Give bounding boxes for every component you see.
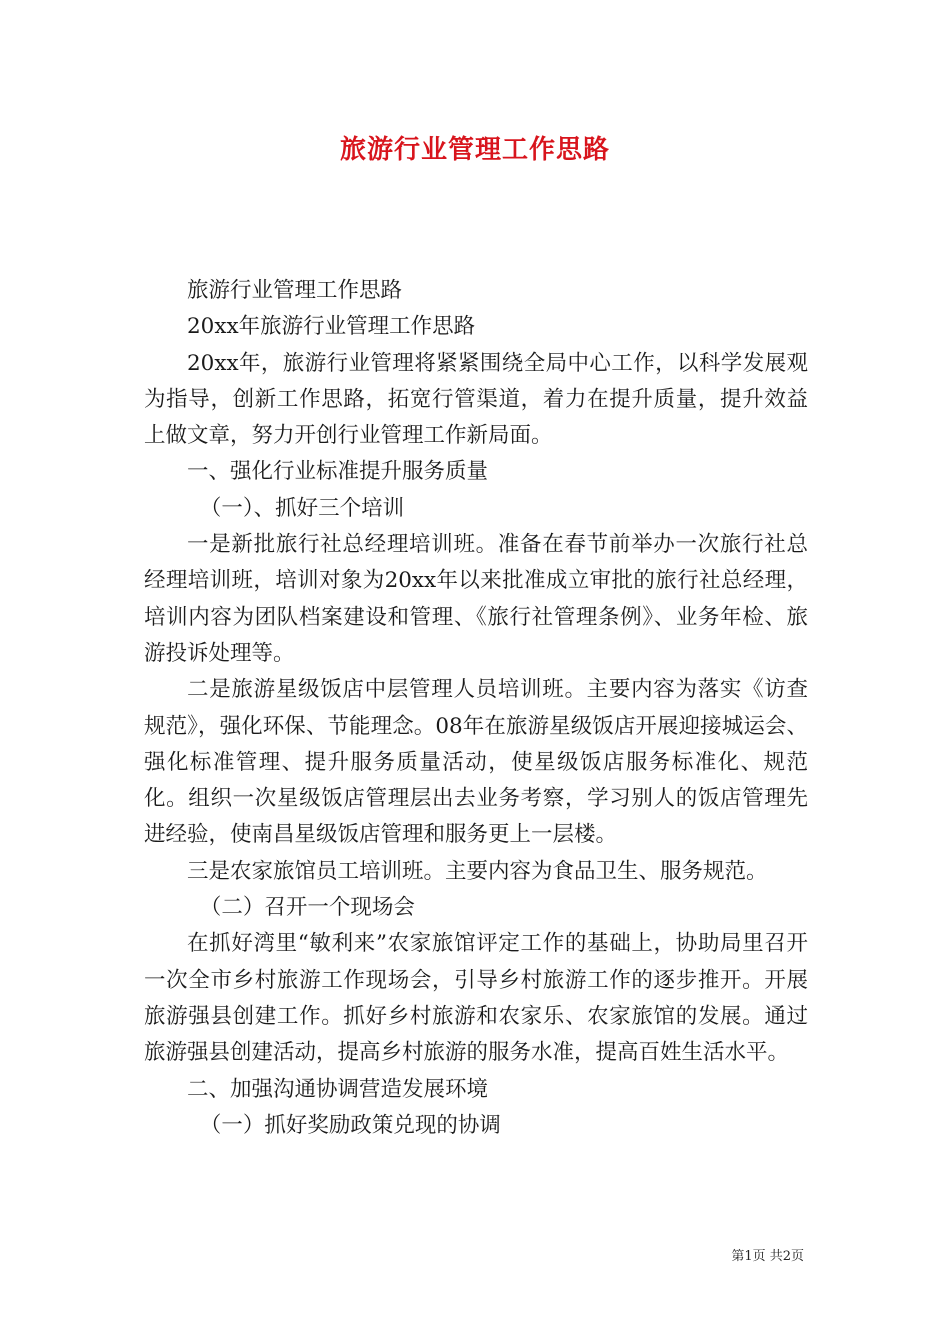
subsection-heading: （二）召开一个现场会 (199, 895, 415, 921)
paragraph: 在抓好湾里“敏利来”农家旅馆评定工作的基础上，协助局里召开一次全市乡村旅游工作现场会，引导乡村旅游工作的逐步推开。开展旅游强县创建工作。抓好乡村旅游和农家乐、农家旅馆的发展。通过旅游强县创建活动，提高乡村旅游的服务水准，提高百姓生活水平。 (144, 931, 808, 1066)
document-title: 旅游行业管理工作思路 (339, 135, 610, 165)
paragraph: 20xx年旅游行业管理工作思路 (187, 314, 476, 340)
paragraph: 20xx年，旅游行业管理将紧紧围绕全局中心工作，以科学发展观为指导，创新工作思路，拓宽行管渠道，着力在提升质量，提升效益上做文章，努力开创行业管理工作新局面。 (144, 350, 808, 449)
paragraph: 旅游行业管理工作思路 (187, 278, 403, 303)
paragraph: 二是旅游星级饭店中层管理人员培训班。主要内容为落实《访查规范》，强化环保、节能理念。08年在旅游星级饭店开展迎接城运会、强化标准管理、提升服务质量活动，使星级饭店服务标准化、规范化。组织一次星级饭店管理层出去业务考察，学习别人的饭店管理先进经验，使南昌星级饭店管理和服务更上一层楼。 (144, 677, 808, 848)
section-heading: 一、强化行业标准提升服务质量 (187, 459, 489, 485)
paragraph: 一是新批旅行社总经理培训班。准备在春节前举办一次旅行社总经理培训班，培训对象为20xx年以来批准成立审批的旅行社总经理，培训内容为团队档案建设和管理、《旅行社管理条例》、业务年检、旅游投诉处理等。 (144, 532, 808, 666)
section-heading: 二、加强沟通协调营造发展环境 (187, 1076, 489, 1102)
subsection-heading: （一）抓好奖励政策兑现的协调 (199, 1112, 501, 1138)
document-body (144, 273, 808, 1144)
paragraph: 三是农家旅馆员工培训班。主要内容为食品卫生、服务规范。 (187, 858, 768, 884)
page-number-footer: 第1页 共2页 (731, 1249, 804, 1264)
subsection-heading: （一）、抓好三个培训 (199, 495, 405, 521)
